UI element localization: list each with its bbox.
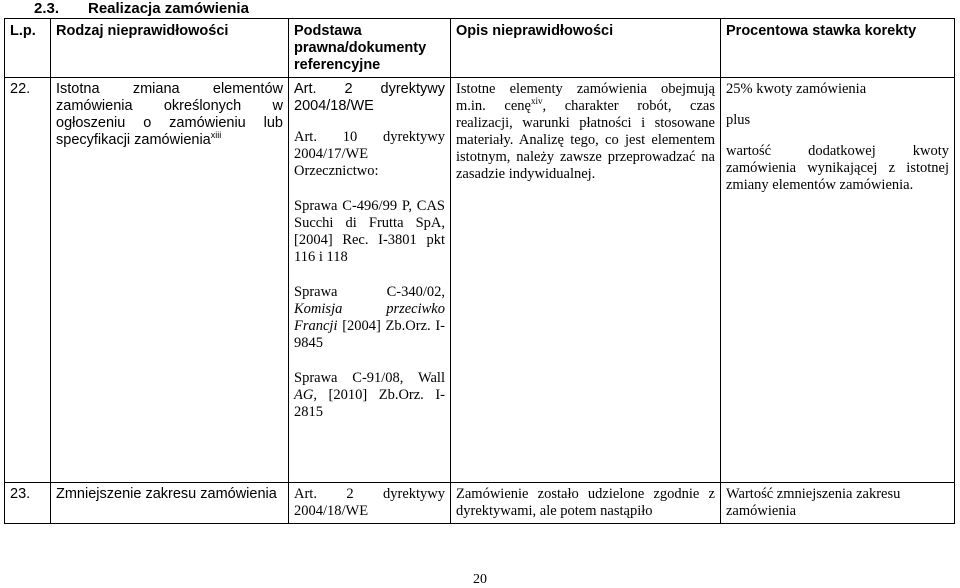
header-rate: Procentowa stawka korekty [721,19,955,78]
header-lp: L.p. [5,19,51,78]
row-22-description [451,78,721,483]
row-22-lp: 22. [5,78,51,483]
basis-case-c91 [294,370,445,421]
page-number: 20 [473,572,487,587]
basis-case-c340-b: Komisja przeciwko Francji [294,301,445,334]
header-type: Rodzaj nieprawidłowości [51,19,289,78]
rate-base: 25% kwoty zamówienia [726,81,867,97]
header-basis: Podstawa prawna/dokumenty referencyjne [289,19,451,78]
row-22-type-text: Istotna zmiana elementów zamówienia określonych w ogłoszeniu o zamówieniu lub specyfikacji zamówienia [56,81,283,148]
basis-art2: Art. 2 dyrektywy 2004/18/WE [294,81,445,114]
row-22-type-footnote: xiii [210,130,222,141]
basis-case-c91-c: [2010] Zb.Orz. I-2815 [294,387,445,420]
basis-case-c91-b: AG, [294,387,317,403]
row-23-description: Zamówienie zostało udzielone zgodnie z dyrektywami, ale potem nastąpiło [451,483,721,524]
corrections-table [4,18,955,524]
rate-additional: wartość dodatkowej kwoty zamówienia wynikającej z istotnej zmiany elementów zamówienia. [726,143,949,193]
row-23-basis: Art. 2 dyrektywy 2004/18/WE [289,483,451,524]
description-part-b: , charakter robót, czas realizacji, warunki płatności i stosowane materiały. Analizę tego, co jest elementem istotnym, należy zawsze przeprowadzać na zasadzie indywidualnej. [456,98,715,182]
table-row-23 [5,483,955,524]
row-23-rate: Wartość zmniejszenia zakresu zamówienia [721,483,955,524]
basis-case-c340-c: [2004] Zb.Orz. I- 9845 [294,318,445,351]
basis-case-law-label: Orzecznictwo: [294,163,379,179]
basis-case-c340-a: Sprawa C-340/02, [294,284,445,300]
basis-case-c496: Sprawa C-496/99 P, CAS Succhi di Frutta SpA, [2004] Rec. I-3801 pkt 116 i 118 [294,198,445,265]
table-row-22 [5,78,955,483]
basis-case-c340 [294,284,445,352]
row-23-lp: 23. [5,483,51,524]
rate-plus: plus [726,112,751,128]
header-description: Opis nieprawidłowości [451,19,721,78]
description-part-a: Istotne elementy zamówienia obejmują m.in. cenę [456,81,715,114]
basis-case-c91-a: Sprawa C-91/08, Wall [294,370,445,386]
section-number: 2.3. [34,0,60,17]
description-footnote: xiv [530,96,543,107]
row-22-type [51,78,289,483]
basis-art10: Art. 10 dyrektywy 2004/17/WE [294,129,445,162]
row-22-basis [289,78,451,483]
row-22-rate [721,78,955,483]
section-title: Realizacja zamówienia [88,0,249,17]
table-header-row [5,19,955,78]
row-23-type: Zmniejszenie zakresu zamówienia [51,483,289,524]
section-heading [34,0,249,17]
